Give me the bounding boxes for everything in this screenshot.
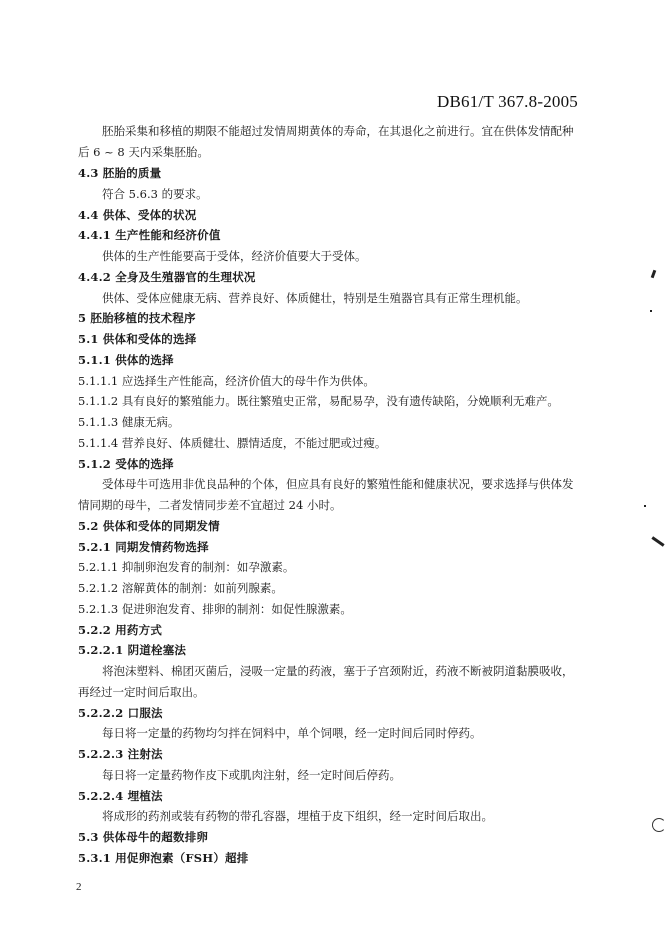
paragraph-line: 供体的生产性能要高于受体，经济价值要大于受体。 [102, 249, 367, 263]
scan-mark [650, 310, 652, 312]
paragraph-line: 符合 5.6.3 的要求。 [102, 187, 208, 201]
paragraph-line: 将成形的药剂或装有药物的带孔容器，埋植于皮下组织，经一定时间后取出。 [102, 809, 493, 823]
section-heading: 4.4.1 生产性能和经济价值 [78, 228, 221, 242]
list-item: 5.1.1.1 应选择生产性能高，经济价值大的母牛作为供体。 [78, 374, 375, 388]
list-item: 5.2.1.1 抑制卵泡发育的制剂：如孕激素。 [78, 560, 295, 574]
paragraph-line: 每日将一定量药物作皮下或肌肉注射，经一定时间后停药。 [102, 768, 401, 782]
list-item: 5.2.1.2 溶解黄体的制剂：如前列腺素。 [78, 581, 283, 595]
paragraph-line: 将泡沫塑料、棉团灭菌后，浸吸一定量的药液，塞于子宫颈附近，药液不断被阴道黏膜吸收， [102, 664, 574, 678]
section-heading: 5.3.1 用促卵泡素（FSH）超排 [78, 851, 249, 865]
list-item: 5.1.1.3 健康无病。 [78, 415, 180, 429]
paragraph-line: 后 6 ~ 8 天内采集胚胎。 [78, 145, 209, 159]
scan-mark [652, 818, 666, 832]
paragraph-line: 胚胎采集和移植的期限不能超过发情周期黄体的寿命，在其退化之前进行。宜在供体发情配种 [102, 124, 574, 138]
list-item: 5.1.1.4 营养良好、体质健壮、膘情适度，不能过肥或过瘦。 [78, 436, 387, 450]
section-heading: 5.1.1 供体的选择 [78, 353, 174, 367]
page-number: 2 [76, 881, 82, 893]
scan-mark [644, 505, 646, 507]
section-heading: 4.3 胚胎的质量 [78, 166, 162, 180]
section-heading: 5.2.2.2 口服法 [78, 706, 163, 720]
paragraph-line: 再经过一定时间后取出。 [78, 685, 205, 699]
paragraph-line: 每日将一定量的药物均匀拌在饲料中，单个饲喂，经一定时间后同时停药。 [102, 726, 482, 740]
section-heading: 5.1.2 受体的选择 [78, 457, 174, 471]
standard-code: DB61/T 367.8-2005 [437, 92, 578, 111]
scan-mark [651, 270, 657, 279]
section-heading: 5 胚胎移植的技术程序 [78, 311, 196, 325]
paragraph-line: 受体母牛可选用非优良品种的个体，但应具有良好的繁殖性能和健康状况，要求选择与供体发 [102, 477, 574, 491]
section-heading: 5.2 供体和受体的同期发情 [78, 519, 220, 533]
section-heading: 4.4.2 全身及生殖器官的生理状况 [78, 270, 256, 284]
section-heading: 5.2.2 用药方式 [78, 623, 163, 637]
section-heading: 5.3 供体母牛的超数排卵 [78, 830, 209, 844]
section-heading: 5.1 供体和受体的选择 [78, 332, 197, 346]
scan-mark [651, 536, 664, 546]
section-heading: 4.4 供体、受体的状况 [78, 208, 197, 222]
paragraph-line: 情同期的母牛，二者发情同步差不宜超过 24 小时。 [78, 498, 342, 512]
section-heading: 5.2.1 同期发情药物选择 [78, 540, 209, 554]
paragraph-line: 供体、受体应健康无病、营养良好、体质健壮，特别是生殖器官具有正常生理机能。 [102, 291, 528, 305]
list-item: 5.1.1.2 具有良好的繁殖能力。既往繁殖史正常，易配易孕，没有遗传缺陷，分娩顺利无难产。 [78, 394, 559, 408]
section-heading: 5.2.2.4 埋植法 [78, 789, 163, 803]
section-heading: 5.2.2.3 注射法 [78, 747, 163, 761]
list-item: 5.2.1.3 促进卵泡发育、排卵的制剂：如促性腺激素。 [78, 602, 352, 616]
section-heading: 5.2.2.1 阴道栓塞法 [78, 643, 187, 657]
